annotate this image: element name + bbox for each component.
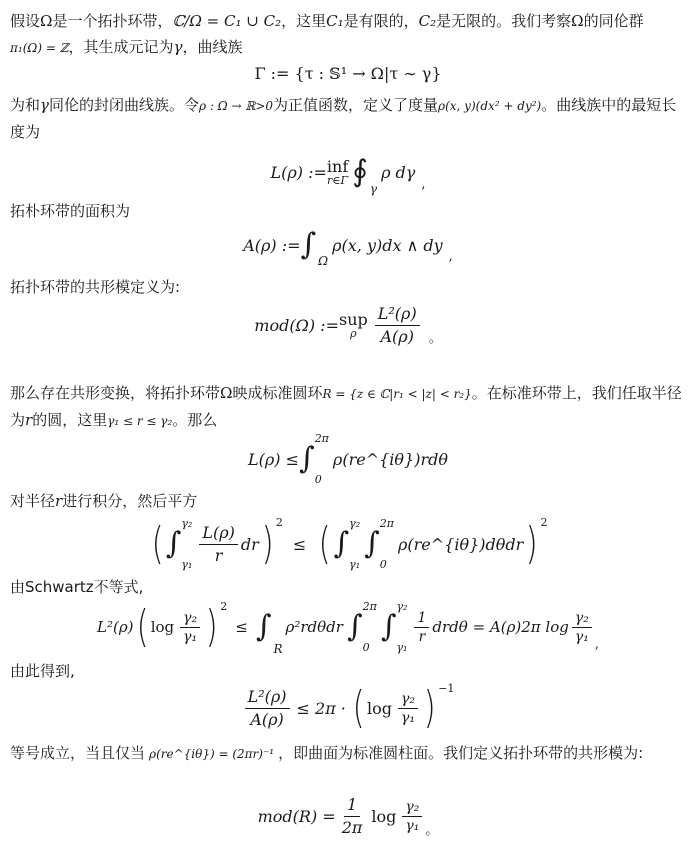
- math-c2: C₂: [418, 12, 437, 30]
- text: 为和: [10, 96, 41, 114]
- inf-operator: [327, 157, 348, 187]
- eq-lhs: A(ρ) :=: [243, 235, 301, 255]
- math-annulus: R = {z ∈ ℂ|r₁ < |z| < r₂}: [322, 387, 472, 401]
- right-paren: ): [525, 518, 538, 569]
- le-sign: ≤: [235, 618, 248, 636]
- upper-limit: 2π: [379, 517, 394, 530]
- eq-body: ρ(re^{iθ})rdθ: [332, 449, 448, 469]
- text: 是无限的。我们考察: [436, 12, 572, 30]
- paragraph-equality: [10, 740, 690, 767]
- fraction: [180, 610, 200, 645]
- fraction: [572, 610, 592, 645]
- equation-mod-omega: [0, 300, 696, 350]
- paragraph-integrate: [10, 488, 690, 514]
- int-limits: [380, 517, 394, 571]
- eq-tail: ,: [448, 249, 453, 264]
- numerator: L²(ρ): [375, 304, 420, 326]
- integral-symbol: ∫: [346, 609, 363, 644]
- text: 。在标准环带上，我们任取半径为: [10, 384, 682, 429]
- upper-limit: 2π: [314, 432, 329, 445]
- numerator: γ₂: [398, 691, 418, 709]
- math-rho-map: ρ : Ω → ℝ>0: [199, 99, 274, 113]
- upper-limit: 2π: [362, 600, 377, 613]
- equation-mod-R: [0, 790, 696, 842]
- numerator: γ₂: [572, 610, 592, 628]
- int-limits: [349, 517, 360, 571]
- math-complement: ℂ/Ω = C₁ ∪ C₂: [172, 12, 282, 30]
- log: log: [367, 698, 393, 718]
- eq-tail: 。: [428, 331, 442, 346]
- text: ，这里: [281, 12, 327, 30]
- math-equality-condition: ρ(re^{iθ}) = (2πr)⁻¹: [149, 747, 275, 761]
- text: 同伦的封闭曲线族。令: [48, 96, 199, 114]
- paragraph-intro: [10, 8, 690, 61]
- math-fundamental-group: π₁(Ω) = ℤ: [10, 41, 69, 55]
- equation-schwartz: [0, 598, 696, 656]
- fraction: [245, 687, 290, 730]
- paragraph-metric: [10, 92, 690, 145]
- op: sup: [338, 310, 368, 329]
- equation-circle-bound: [0, 432, 696, 486]
- right-paren: ): [205, 601, 218, 652]
- math-omega: Ω: [40, 12, 53, 30]
- fraction: [339, 795, 366, 838]
- eq-body: ρ dγ: [381, 162, 416, 182]
- fraction: [402, 799, 422, 834]
- denominator: γ₁: [574, 628, 589, 645]
- text: 的同伦群: [583, 12, 644, 30]
- upper-limit: γ₂: [396, 600, 408, 613]
- equation-squared: [0, 514, 696, 574]
- op-sub: ρ: [350, 327, 357, 340]
- paragraph-conformal-map: [10, 380, 690, 434]
- text: 是一个拓扑环带，: [52, 12, 173, 30]
- eq-lhs: L²(ρ): [97, 618, 134, 636]
- text: 的圆，这里: [32, 411, 108, 429]
- int-limits: [396, 600, 407, 654]
- math-r-range: γ₁ ≤ r ≤ γ₂: [107, 414, 173, 428]
- denominator: γ₁: [405, 817, 420, 834]
- eq-lhs: mod(R) =: [257, 806, 336, 826]
- equation-length: [0, 148, 696, 196]
- text: 对半径: [10, 492, 56, 510]
- power: 2: [540, 516, 548, 529]
- left-paren: (: [352, 682, 365, 733]
- lower-limit: 0: [379, 558, 387, 571]
- int-limits: [181, 517, 192, 571]
- integral-symbol: ∫: [380, 609, 397, 644]
- text: 由此得到,: [10, 662, 75, 680]
- fraction: [375, 304, 420, 347]
- integral-symbol: ∫: [255, 609, 272, 644]
- fraction: [398, 691, 418, 726]
- upper-limit: γ₂: [181, 517, 193, 530]
- math-metric: ρ(x, y)(dx² + dy²): [438, 99, 542, 113]
- lower-limit: γ₁: [181, 558, 193, 571]
- equation-curve-family: [0, 60, 696, 86]
- op: inf: [326, 157, 349, 176]
- numerator: 1: [414, 610, 429, 628]
- integral-symbol: ∫: [165, 526, 182, 561]
- eq-body: ρ(re^{iθ})dθdr: [397, 534, 524, 554]
- power: 2: [220, 600, 228, 613]
- int-sub: R: [273, 642, 283, 656]
- eq-lhs: mod(Ω) :=: [254, 315, 339, 335]
- text: 等号成立，当且仅当: [10, 744, 146, 762]
- numerator: γ₂: [402, 799, 422, 817]
- text: 进行积分，然后平方: [62, 492, 198, 510]
- integral-symbol: ∫: [299, 441, 315, 476]
- text: ，即曲面为标准圆柱面。我们定义拓扑环带的共形模为:: [278, 744, 644, 762]
- text: 那么存在共形变换，将拓扑环带: [10, 384, 221, 402]
- denominator: γ₁: [183, 628, 198, 645]
- integral-symbol: ∫: [333, 526, 350, 561]
- text: 为正值函数，定义了度量: [273, 96, 439, 114]
- text: 拓扑环带的共形模定义为:: [10, 278, 181, 296]
- numerator: 1: [344, 795, 360, 817]
- math-c1: C₁: [326, 12, 344, 30]
- sup-operator: [339, 310, 368, 340]
- differential: dr: [240, 534, 259, 554]
- lower-limit: γ₁: [349, 558, 361, 571]
- int-sub: Ω: [318, 254, 329, 268]
- power: 2: [275, 516, 283, 529]
- int-limits: [315, 432, 329, 486]
- lower-limit: γ₁: [396, 641, 408, 654]
- denominator: A(ρ): [250, 709, 284, 729]
- contour-integral-symbol: ∮: [352, 154, 368, 189]
- integral-symbol: ∫: [364, 526, 380, 561]
- eq-lhs: L(ρ) :=: [270, 162, 327, 182]
- math-gamma: γ: [40, 96, 49, 114]
- lower-limit: 0: [314, 473, 322, 486]
- text: 。那么: [172, 411, 218, 429]
- right-paren: ): [423, 682, 436, 733]
- le-sign: ≤: [292, 534, 307, 554]
- text: 由Schwartz不等式,: [10, 578, 144, 596]
- int-sub: γ: [369, 182, 378, 196]
- fraction: [414, 610, 429, 645]
- eq-tail: ,: [594, 637, 599, 652]
- paragraph-mod-def: [10, 274, 690, 300]
- log: log: [371, 806, 397, 826]
- eq-body: drdθ = A(ρ)2π log: [432, 618, 569, 636]
- numerator: γ₂: [180, 610, 200, 628]
- paragraph-area: [10, 198, 690, 224]
- text: ，曲线族: [182, 38, 243, 56]
- log: log: [150, 618, 175, 636]
- int-limits: [363, 600, 377, 654]
- numerator: L²(ρ): [245, 687, 290, 709]
- upper-limit: γ₂: [349, 517, 361, 530]
- text: 拓朴环带的面积为: [10, 202, 131, 220]
- eq-tail: ,: [421, 177, 426, 192]
- eq-body: ρ(x, y)dx ∧ dy: [332, 235, 443, 255]
- left-paren: (: [136, 601, 149, 652]
- integral-symbol: ∫: [300, 227, 317, 262]
- text: ，其生成元记为: [68, 38, 174, 56]
- eq-body: ρ²rdθdr: [285, 618, 343, 636]
- op-sub: r∈Γ: [327, 174, 349, 187]
- lower-limit: 0: [362, 641, 370, 654]
- equation-result: [0, 680, 696, 736]
- denominator: 2π: [341, 817, 363, 837]
- numerator: L(ρ): [199, 523, 238, 545]
- math-omega: Ω: [220, 384, 233, 402]
- text: 假设: [10, 12, 41, 30]
- text: 。曲线族中的最短长度为: [10, 96, 677, 141]
- left-paren: (: [318, 518, 331, 569]
- eq-lhs: L(ρ) ≤: [248, 449, 300, 469]
- denominator: γ₁: [401, 709, 416, 726]
- left-paren: (: [151, 518, 164, 569]
- math-gamma: γ: [173, 38, 183, 56]
- eq-middle: ≤ 2π ·: [296, 698, 346, 718]
- text: 映成标准圆环: [232, 384, 323, 402]
- fraction: [199, 523, 238, 566]
- power: −1: [438, 682, 455, 695]
- math-r: r: [25, 411, 33, 429]
- eq-tail: 。: [425, 823, 439, 838]
- math-omega: Ω: [571, 12, 584, 30]
- equation-area: [0, 222, 696, 268]
- paragraph-schwartz: [10, 574, 690, 600]
- math-r: r: [55, 492, 63, 510]
- denominator: A(ρ): [380, 326, 414, 346]
- right-paren: ): [261, 518, 274, 569]
- denominator: r: [418, 628, 426, 645]
- denominator: r: [214, 545, 223, 565]
- equation-text: Γ := {τ : 𝕊¹ → Ω|τ ∼ γ}: [254, 63, 442, 83]
- text: 是有限的，: [343, 12, 419, 30]
